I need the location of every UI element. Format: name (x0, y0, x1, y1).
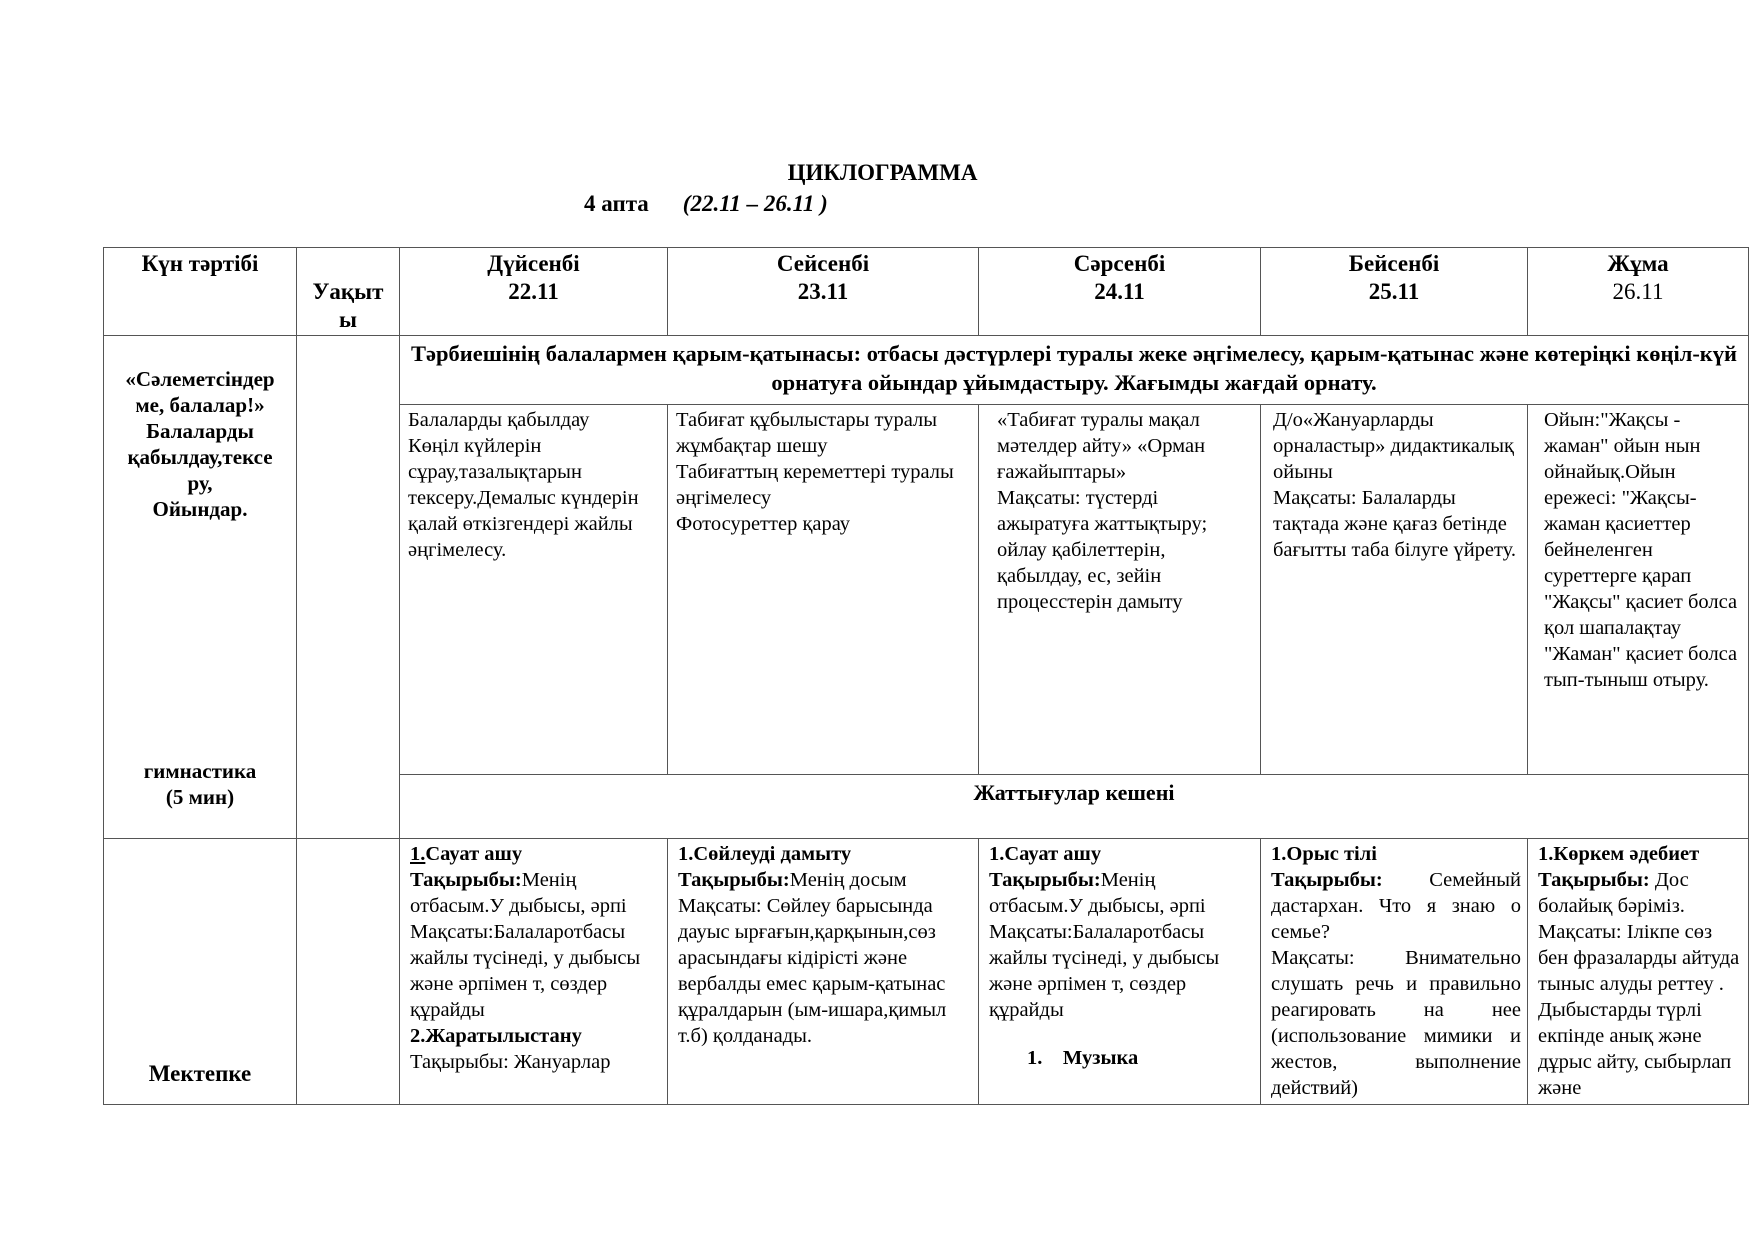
page-subtitle (584, 191, 828, 217)
topic-text: Менің отбасым.У дыбысы, әрпі (410, 869, 627, 917)
date-range: (22.11 – 26.11 ) (682, 191, 828, 216)
header-time: Уақыт ы (296, 247, 400, 336)
routine-morning-label: «Сәлеметсіндер ме, балалар!» Балаларды қабылдау,тексе ру, Ойындар. (125, 367, 275, 521)
morning-activity-thursday: Д/о«Жануарларды орналастыр» дидактикалық ойыны Мақсаты: Балаларды тақтада және қағаз бетінде бағытты таба білуге үйрету. (1260, 404, 1528, 775)
routine-morning-cell (103, 335, 297, 839)
morning-activity-wednesday: «Табиғат туралы мақал мәтелдер айту» «Орман ғажайыптары» Мақсаты: түстерді ажыратуға жаттықтыру; ойлау қабілеттерін, қабылдау, ес, зейін процесстерін дамыту (978, 404, 1261, 775)
time-morning-cell (296, 335, 400, 839)
day-name: Сәрсенбі (1073, 251, 1166, 276)
topic-text-2: Тақырыбы: Жануарлар (410, 1051, 611, 1073)
day-date: 22.11 (508, 279, 559, 304)
goal-text: Мақсаты: Внимательно слушать речь и правильно реагировать на нее (использование мимики и жестов, выполнение действий) (1271, 947, 1521, 1099)
topic-label: Тақырыбы: (989, 869, 1101, 891)
day-date: 24.11 (1094, 279, 1145, 304)
day-name: Сейсенбі (776, 251, 870, 276)
school-plan-wednesday (978, 838, 1261, 1105)
header-day-tuesday (667, 247, 979, 336)
topic-text: Менің отбасым.У дыбысы, әрпі (989, 869, 1206, 917)
day-date: 26.11 (1612, 279, 1664, 304)
school-plan-friday (1527, 838, 1749, 1105)
subject-title: 1.Сөйлеуді дамыту (678, 843, 852, 865)
subject-title: 1.Көркем әдебиет (1538, 843, 1700, 865)
cyclogram-table (103, 247, 1749, 1105)
topic-label: Тақырыбы: (1538, 869, 1650, 891)
page-title: ЦИКЛОГРАММА (787, 160, 978, 185)
goal-text: Мақсаты:Балаларотбасы жайлы түсінеді, у дыбысы және әрпімен т, сөздер құрайды (410, 921, 641, 1021)
time-school-cell (296, 838, 400, 1105)
day-name: Бейсенбі (1348, 251, 1440, 276)
day-date: 25.11 (1368, 279, 1420, 304)
topic-label: Тақырыбы: (678, 869, 790, 891)
subject-number: 1. (410, 843, 426, 865)
morning-activity-friday: Ойын:"Жақсы - жаман" ойын нын ойнайық.Ойын ережесі: "Жақсы-жаман қасиеттер бейнеленген суреттерге қарап "Жақсы" қасиет болса қол шапалақтау "Жаман" қасиет болса тып-тыныш отыру. (1527, 404, 1749, 775)
header-day-friday (1527, 247, 1749, 336)
routine-school-label: Мектепке (148, 1061, 252, 1086)
subject-title: 1.Сауат ашу (989, 843, 1102, 865)
goal-text: Мақсаты:Балаларотбасы жайлы түсінеді, у дыбысы және әрпімен т, сөздер құрайды (989, 921, 1220, 1021)
goal-text: Мақсаты: Сөйлеу барысында дауыс ырғағын,қарқынын,сөз арасындағы кідірісті және вербалды емес қарым-қатынас құралдарын (ым-ишара,қимыл т.б) қолданады. (678, 895, 947, 1047)
header-day-monday (399, 247, 668, 336)
school-plan-tuesday (667, 838, 979, 1105)
subject-title-2: 2.Жаратылыстану (410, 1025, 582, 1047)
topic-label: Тақырыбы: (410, 869, 522, 891)
topic-text: Дос болайық бәріміз. (1538, 869, 1689, 917)
routine-gym-label: гимнастика (5 мин) (143, 759, 257, 809)
topic-text: Семейный дастархан. Что я знаю о семье? (1271, 869, 1521, 943)
header-day-thursday (1260, 247, 1528, 336)
week-label: 4 апта (584, 191, 649, 216)
day-name: Жұма (1607, 251, 1669, 276)
morning-banner: Тәрбиешінің балалармен қарым-қатынасы: отбасы дәстүрлері туралы жеке әңгімелесу, қарым-қатынас және көтеріңкі көңіл-күй орнатуға ойындар ұйымдастыру. Жағымды жағдай орнату. (399, 335, 1749, 405)
goal-text: Мақсаты: Ілікпе сөз бен фразаларды айтуда тыныс алуды реттеу . Дыбыстарды түрлі екпінде анық және дұрыс айту, сыбырлап және (1538, 921, 1740, 1099)
morning-activity-tuesday: Табиғат құбылыстары туралы жұмбақтар шешу Табиғаттың кереметтері туралы әңгімелесу Фотосуреттер қарау (667, 404, 979, 775)
day-name: Дүйсенбі (487, 251, 580, 276)
exercise-complex-label: Жаттығулар кешені (399, 774, 1749, 839)
day-date: 23.11 (797, 279, 849, 304)
topic-label: Тақырыбы: (1271, 869, 1383, 891)
school-plan-thursday (1260, 838, 1528, 1105)
morning-activity-monday: Балаларды қабылдау Көңіл күйлерін сұрау,тазалықтарын тексеру.Демалыс күндерін қалай өткізгендері жайлы әңгімелесу. (399, 404, 668, 775)
topic-text: Менің досым (789, 869, 907, 891)
subject-title: Сауат ашу (425, 843, 523, 865)
header-day-wednesday (978, 247, 1261, 336)
school-plan-monday (399, 838, 668, 1105)
subject-title: 1.Орыс тілі (1271, 843, 1377, 865)
routine-school-cell (103, 838, 297, 1105)
header-routine: Күн тәртібі (103, 247, 297, 336)
subject-title-2: 1. Музыка (1027, 1047, 1139, 1069)
